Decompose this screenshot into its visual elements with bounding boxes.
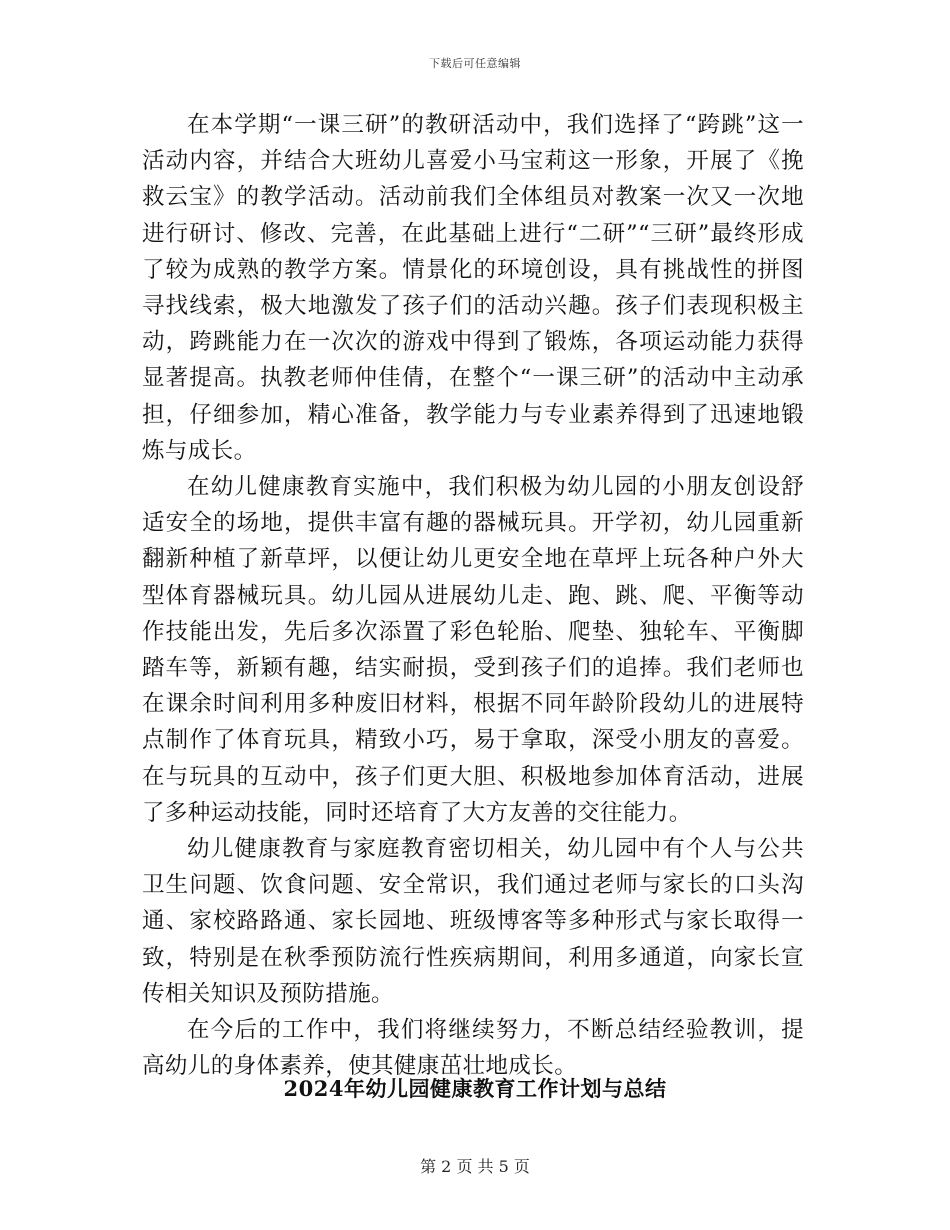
- paragraph-1: 在本学期“一课三研”的教研活动中，我们选择了“跨跳”这一活动内容，并结合大班幼儿喜爱小马宝莉这一形象，开展了《挽救云宝》的教学活动。活动前我们全体组员对教案一次又一次地进行研讨、修改、完善，在此基础上进行“二研”“三研”最终形成了较为成熟的教学方案。情景化的环境创设，具有挑战性的拼图寻找线索，极大地激发了孩子们的活动兴趣。孩子们表现积极主动，跨跳能力在一次次的游戏中得到了锻炼，各项运动能力获得显著提高。执教老师仲佳倩，在整个“一课三研”的活动中主动承担，仔细参加，精心准备，教学能力与专业素养得到了迅速地锻炼与成长。: [142, 112, 804, 464]
- header-note: 下载后可任意编辑: [429, 57, 521, 70]
- document-body: [142, 107, 804, 1084]
- document-title: 2024年幼儿园健康教育工作计划与总结: [283, 1076, 667, 1101]
- page-number-footer: 第 2 页 共 5 页: [420, 1157, 530, 1176]
- paragraph-4: 在今后的工作中，我们将继续努力，不断总结经验教训，提高幼儿的身体素养，使其健康茁壮地成长。: [142, 1017, 804, 1080]
- paragraph-2: 在幼儿健康教育实施中，我们积极为幼儿园的小朋友创设舒适安全的场地，提供丰富有趣的器械玩具。开学初，幼儿园重新翻新种植了新草坪，以便让幼儿更安全地在草坪上玩各种户外大型体育器械玩具。幼儿园从进展幼儿走、跑、跳、爬、平衡等动作技能出发，先后多次添置了彩色轮胎、爬垫、独轮车、平衡脚踏车等，新颖有趣，结实耐损，受到孩子们的追捧。我们老师也在课余时间利用多种废旧材料，根据不同年龄阶段幼儿的进展特点制作了体育玩具，精致小巧，易于拿取，深受小朋友的喜爱。在与玩具的互动中，孩子们更大胆、积极地参加体育活动，进展了多种运动技能，同时还培育了大方友善的交往能力。: [142, 474, 804, 826]
- paragraph-3: 幼儿健康教育与家庭教育密切相关，幼儿园中有个人与公共卫生问题、饮食问题、安全常识，我们通过老师与家长的口头沟通、家校路路通、家长园地、班级博客等多种形式与家长取得一致，特别是在秋季预防流行性疾病期间，利用多通道，向家长宣传相关知识及预防措施。: [142, 836, 804, 1007]
